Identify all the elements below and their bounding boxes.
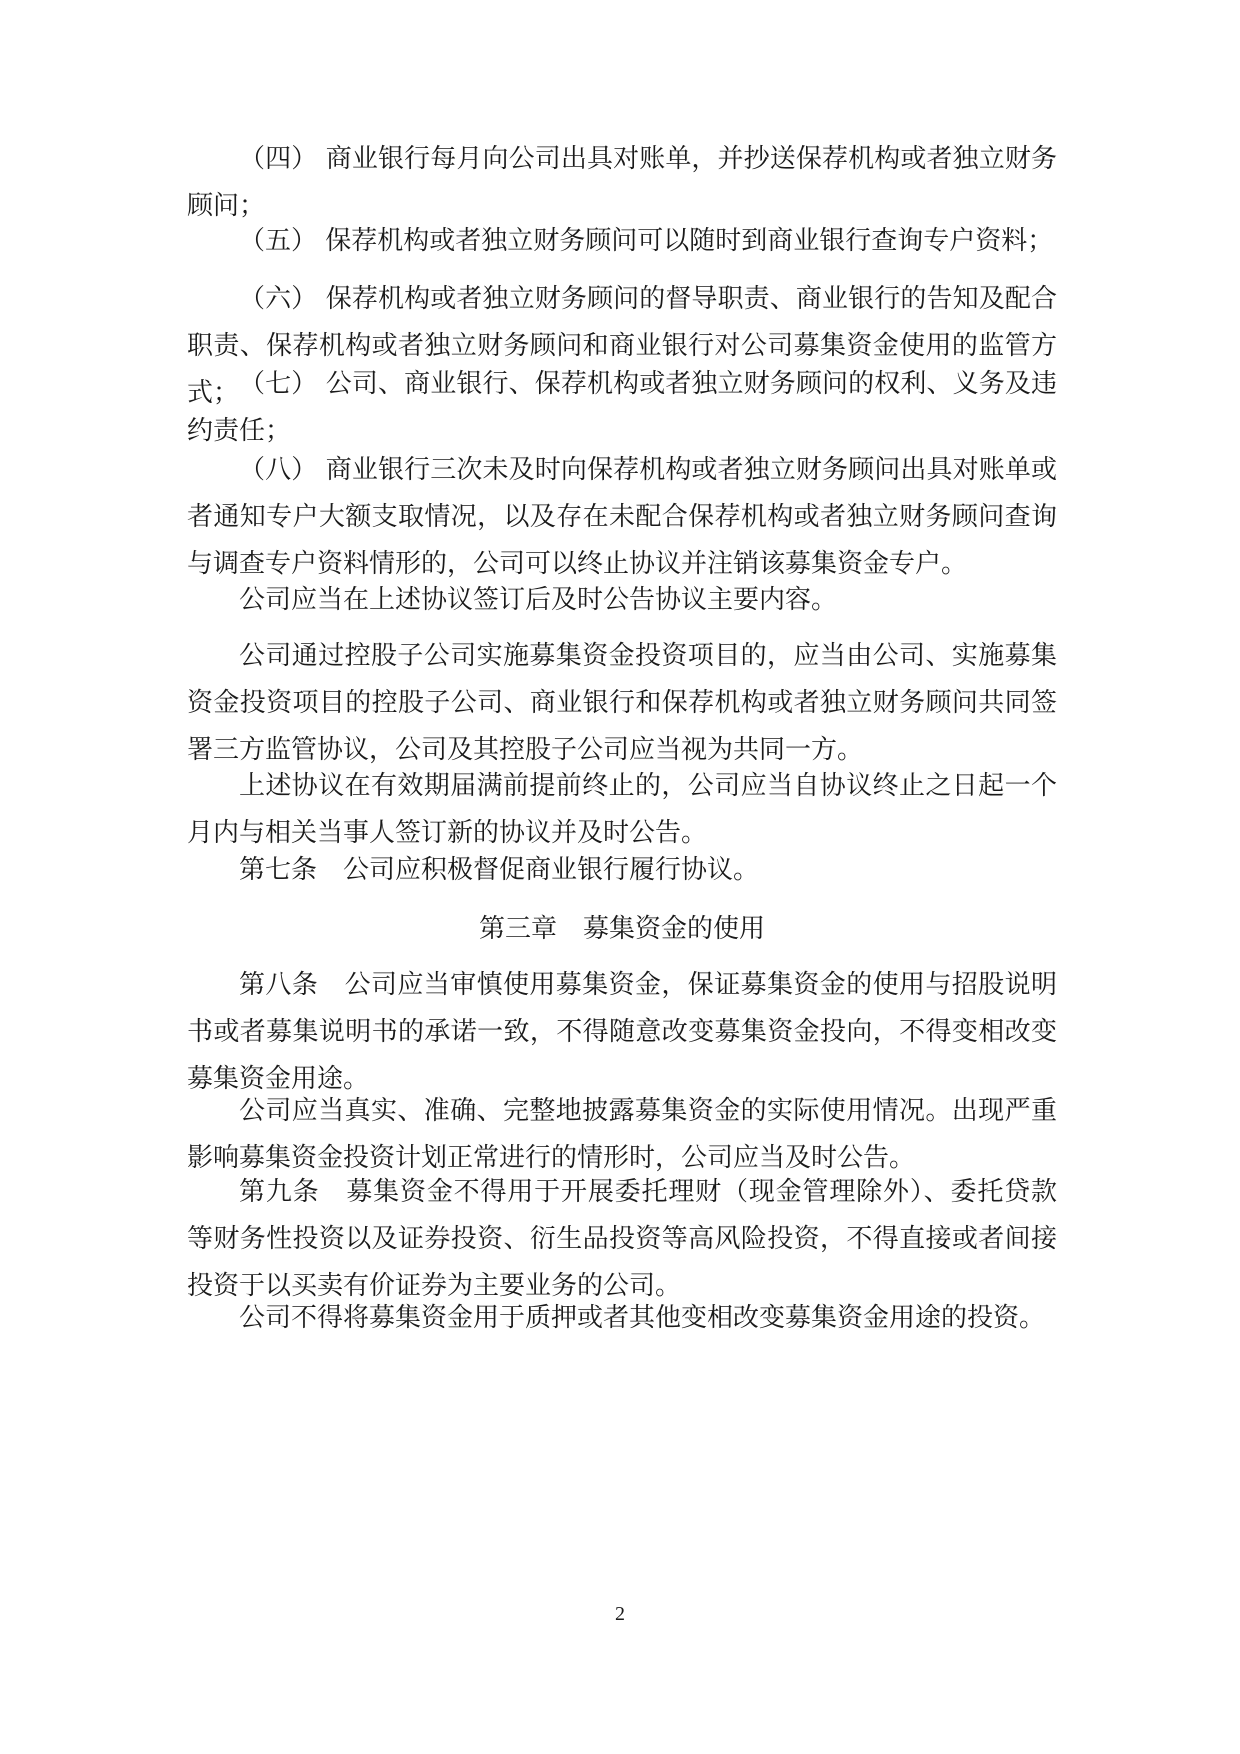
paragraph-disclosure: 公司应当真实、准确、完整地披露募集资金的实际使用情况。出现严重影响募集资金投资计划正常进行的情形时，公司应当及时公告。 (187, 1096, 1057, 1173)
paragraph-item-8: （八） 商业银行三次未及时向保荐机构或者独立财务顾问出具对账单或者通知专户大额支取情况，以及存在未配合保荐机构或者独立财务顾问查询与调查专户资料情形的，公司可以终止协议并注销该募集资金专户。 (187, 455, 1057, 579)
paragraph-item-5: （五） 保荐机构或者独立财务顾问可以随时到商业银行查询专户资料； (239, 226, 1054, 256)
paragraph-termination: 上述协议在有效期届满前提前终止的，公司应当自协议终止之日起一个月内与相关当事人签订新的协议并及时公告。 (187, 771, 1057, 848)
article-9: 第九条 募集资金不得用于开展委托理财（现金管理除外）、委托贷款等财务性投资以及证券投资、衍生品投资等高风险投资，不得直接或者间接投资于以买卖有价证券为主要业务的公司。 (187, 1177, 1057, 1301)
paragraph-item-7: （七） 公司、商业银行、保荐机构或者独立财务顾问的权利、义务及违约责任； (187, 369, 1057, 446)
paragraph-item-4: （四） 商业银行每月向公司出具对账单，并抄送保荐机构或者独立财务顾问； (187, 144, 1057, 221)
article-8: 第八条 公司应当审慎使用募集资金，保证募集资金的使用与招股说明书或者募集说明书的承诺一致，不得随意改变募集资金投向，不得变相改变募集资金用途。 (187, 970, 1057, 1094)
paragraph-subsidiary: 公司通过控股子公司实施募集资金投资项目的，应当由公司、实施募集资金投资项目的控股子公司、商业银行和保荐机构或者独立财务顾问共同签署三方监管协议，公司及其控股子公司应当视为共同一方。 (187, 641, 1057, 765)
paragraph-item-6: （六） 保荐机构或者独立财务顾问的督导职责、商业银行的告知及配合职责、保荐机构或者独立财务顾问和商业银行对公司募集资金使用的监管方式； (187, 284, 1057, 408)
paragraph-announce: 公司应当在上述协议签订后及时公告协议主要内容。 (239, 585, 838, 615)
chapter-heading: 第三章 募集资金的使用 (478, 914, 765, 944)
page-number: 2 (615, 1603, 625, 1625)
article-7: 第七条 公司应积极督促商业银行履行协议。 (239, 855, 760, 885)
paragraph-no-pledge: 公司不得将募集资金用于质押或者其他变相改变募集资金用途的投资。 (239, 1303, 1046, 1333)
